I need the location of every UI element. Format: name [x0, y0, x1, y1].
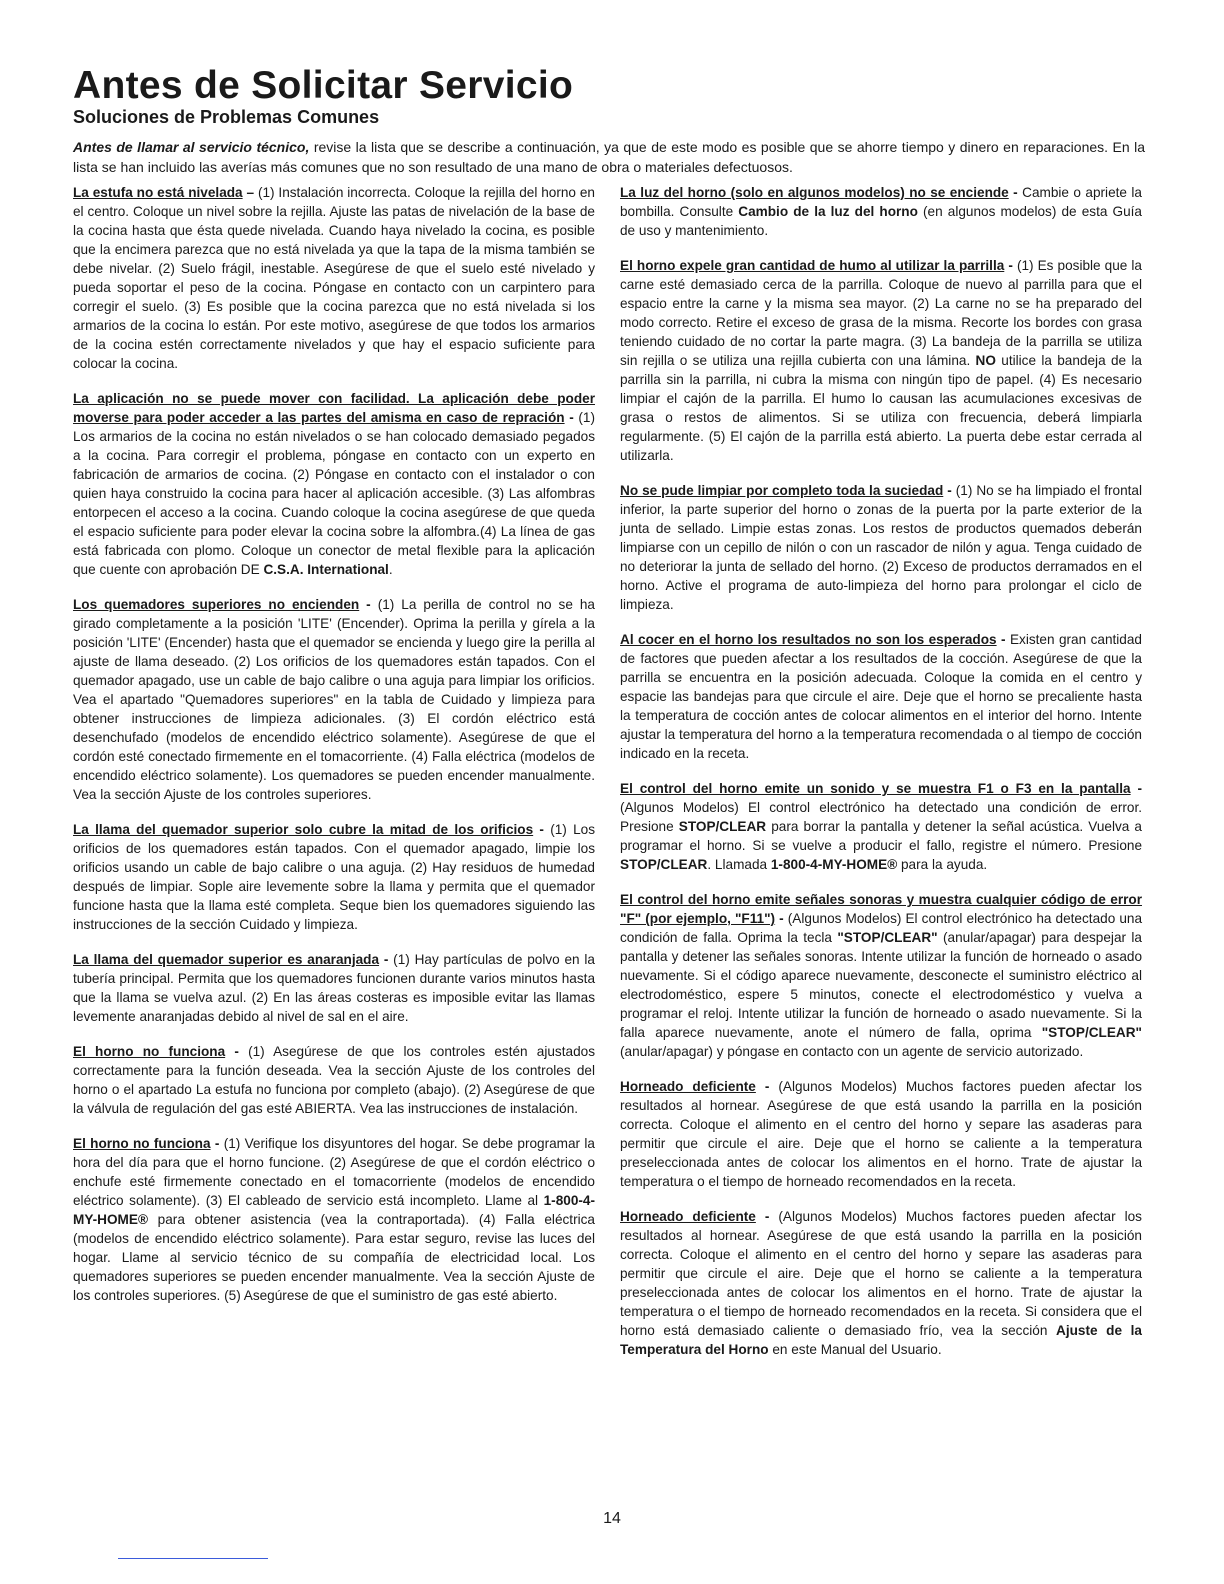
entry-heading: La llama del quemador superior es anaranjada [73, 952, 380, 967]
troubleshooting-entry [73, 595, 595, 804]
entry-text: para borrar la pantalla y detener la señal acústica. Vuelva a programar el horno. Si se vuelve a producir el fallo, registre el número. Presione [620, 819, 1142, 853]
entry-text: (1) Los orificios de los quemadores están tapados. Con el quemador apagado, limpie los orificios usando un cable de bajo calibre o una aguja. (2) Hay residuos de humedad después de limpiar. Sople aire levemente sobre la llama y permita que el quemador funcione hasta que la llama esté completa. Seque bien los quemadores siguiendo las instrucciones de la sección Cuidado y limpieza. [73, 822, 595, 932]
entry-emphasis: Cambio de la luz del horno [738, 204, 918, 219]
entry-heading: La llama del quemador superior solo cubre la mitad de los orificios [73, 822, 534, 837]
entry-heading: La estufa no está nivelada [73, 185, 243, 200]
intro-paragraph [73, 137, 1145, 177]
entry-heading: Al cocer en el horno los resultados no son los esperados [620, 632, 997, 647]
entry-heading: El control del horno emite señales sonoras y muestra cualquier código de error "F" (por ejemplo, "F11") [620, 892, 1142, 926]
entry-text: (Algunos Modelos) El control electrónico ha detectado una condición de falla. Oprima la tecla [620, 911, 1143, 945]
entry-separator: – [242, 185, 258, 200]
entry-text: (Algunos Modelos) Muchos factores pueden afectar los resultados al hornear. Asegúrese de que está usando la parrilla en la posición correcta. Coloque el alimento en el centro del horno y separe las asaderas para permitir que circule el aire. Deje que el horno se caliente a la temperatura preseleccionada antes de colocar los alimentos en el horno. Trate de ajustar la temperatura o el tiempo de horneado recomendados en la receta. [620, 1079, 1142, 1189]
entry-heading: El horno no funciona [73, 1044, 226, 1059]
footer-rule [118, 1558, 268, 1559]
entry-emphasis: STOP/CLEAR [620, 857, 708, 872]
entry-text: utilice la bandeja de la parrilla sin la parrilla, ni cubra la misma con ningún tipo de papel. (4) Es necesario limpiar el cajón de la parrilla. El humo lo causan las acumulaciones excesivas de grasa o restos de alimentos. Si se utiliza con frecuencia, deberá limpiarla regularmente. (5) El cajón de la parrilla está abierto. La puerta debe estar cerrada al utilizarla. [620, 353, 1142, 463]
entry-text: (1) Instalación incorrecta. Coloque la rejilla del horno en el centro. Coloque un nivel sobre la rejilla. Ajuste las patas de nivelación de la base de la cocina hasta que ésta quede nivelada. Cuando haya nivelado la cocina, es posible que la encimera parezca que no está nivelada ya que la tapa de la misma también se debe nivelar. (2) Suelo frágil, inestable. Asegúrese de que el suelo esté nivelado y pueda soportar el peso de la cocina. Póngase en contacto con un carpintero para corregir el suelo. (3) Es posible que la cocina parezca que no está nivelada si los armarios de la cocina lo están. Por este motivo, asegúrese de que todos los armarios de la cocina estén correctamente nivelados y que hay el espacio suficiente para colocar la cocina. [73, 185, 595, 371]
entry-separator: - [775, 911, 788, 926]
entry-emphasis: STOP/CLEAR [678, 819, 767, 834]
troubleshooting-entry [620, 1077, 1142, 1191]
entry-text: Cambie o apriete la bombilla. Consulte [620, 185, 1142, 219]
troubleshooting-entry [620, 630, 1142, 763]
intro-text: revise la lista que se describe a continuación, ya que de este modo es posible que se ahorre tiempo y dinero en reparaciones. En la lista se han incluido las averías más comunes que no son resultado de una mano de obra o materiales defectuosos. [73, 139, 1145, 175]
right-column [620, 183, 1142, 1375]
entry-heading: Horneado deficiente [620, 1079, 756, 1094]
entry-heading: No se pude limpiar por completo toda la suciedad [620, 483, 944, 498]
entry-text: (1) Los armarios de la cocina no están nivelados o se han colocado demasiado pegados a la cocina. Para corregir el problema, póngase en contacto con un experto en fabricación de armarios de cocina. (2) Póngase en contacto con el instalador o con quien haya construido la cocina para hacer al aplicación accesible. (3) Las alfombras entorpecen el acceso a la cocina. Cuando coloque la cocina asegúrese de que queda el espacio suficiente para poder elevar la cocina sobre la alfombra.(4) La línea de gas está fabricada con plomo. Coloque un conector de metal flexible para la aplicación que cuente con aprobación DE [73, 410, 595, 577]
entry-emphasis: 1-800-4-MY-HOME® [73, 1193, 595, 1227]
entry-text: (Algunos Modelos) El control electrónico ha detectado una condición de error. Presione [620, 800, 1142, 834]
entry-heading: Horneado deficiente [620, 1209, 756, 1224]
troubleshooting-entry [620, 1207, 1142, 1359]
entry-text: (1) La perilla de control no se ha girado completamente a la posición 'LITE' (Encender). Oprima la perilla y gírela a la posición 'LITE' (Encender) hasta que el quemador se encienda y luego gire la perilla al ajuste de llama deseado. (2) Los orificios de los quemadores están tapados. Con el quemador apagado, use un cable de bajo calibre o una aguja para limpiar los orificios. Vea el apartado "Quemadores superiores" en la tabla de Cuidado y limpieza para obtener instrucciones de limpieza adicionales. (3) El cordón eléctrico está desenchufado (modelos de encendido eléctrico solamente). Asegúrese de que el cordón esté conectado firmemente en el tomacorriente. (4) Falla eléctrica (modelos de encendido eléctrico solamente). Los quemadores se pueden encender manualmente. Vea la sección Ajuste de los controles superiores. [73, 597, 595, 802]
entry-separator: - [996, 632, 1010, 647]
entry-emphasis: "STOP/CLEAR" [837, 930, 938, 945]
troubleshooting-entry [73, 1134, 595, 1305]
entry-separator: - [755, 1209, 779, 1224]
entry-separator: - [359, 597, 378, 612]
entry-text: para obtener asistencia (vea la contraportada). (4) Falla eléctrica (modelos de encendido eléctrico solamente). Para estar seguro, revise las luces del hogar. Llame al servicio técnico de su compañía de electricidad local. Los quemadores superiores se pueden encender manualmente. Vea la sección Ajuste de los controles superiores. (5) Asegúrese de que el suministro de gas esté abierto. [73, 1212, 595, 1303]
entry-separator: - [755, 1079, 779, 1094]
troubleshooting-entry [73, 950, 595, 1026]
entry-text: Existen gran cantidad de factores que pueden afectar a los resultados de la cocción. Asegúrese de que la parrilla se encuentra en la posición adecuada. Coloque la comida en el centro y espacie las bandejas para que circule el aire. Deje que el horno se precaliente hasta la temperatura de cocción antes de colocar alimentos en el interior del horno. Intente ajustar la temperatura del horno a la temperatura recomendada o al tiempo de cocción indicado en la receta. [620, 632, 1142, 761]
troubleshooting-entry [73, 1042, 595, 1118]
troubleshooting-entry [73, 183, 595, 373]
entry-text: (1) Asegúrese de que los controles estén ajustados correctamente para la función deseada. Vea la sección Ajuste de los controles del horno o el apartado La estufa no funciona por completo (abajo). (2) Asegúrese de que la válvula de regulación del gas esté ABIERTA. Vea las instrucciones de instalación. [73, 1044, 595, 1116]
entry-heading: El horno expele gran cantidad de humo al utilizar la parrilla [620, 258, 1005, 273]
entry-text: en este Manual del Usuario. [768, 1342, 942, 1357]
entry-emphasis: NO [975, 353, 996, 368]
page-subtitle: Soluciones de Problemas Comunes [73, 107, 380, 127]
troubleshooting-entry [620, 481, 1142, 614]
troubleshooting-entry [73, 389, 595, 579]
entry-separator: - [1004, 258, 1017, 273]
entry-text: para la ayuda. [897, 857, 988, 872]
troubleshooting-entry [620, 256, 1142, 465]
entry-separator: - [533, 822, 551, 837]
entry-text: (en algunos modelos) de esta Guía de uso y mantenimiento. [620, 204, 1142, 238]
page-number: 14 [603, 1510, 621, 1527]
entry-emphasis: Ajuste de la Temperatura del Horno [620, 1323, 1142, 1357]
entry-text: (anular/apagar) para despejar la pantalla y detener las señales sonoras. Intente utilizar la función de horneado o asado nuevamente. Si el código aparece nuevamente, desconecte el suministro eléctrico al electrodoméstico, espere 5 minutos, conecte el electrodoméstico y vuelva a programar el reloj. Intente utilizar la función de horneado o asado nuevamente. Si la falla aparece nuevamente, anote el número de falla, oprima [620, 930, 1142, 1040]
entry-heading: Los quemadores superiores no encienden [73, 597, 360, 612]
entry-text: . Llamada [707, 857, 771, 872]
entry-heading: El control del horno emite un sonido y se muestra F1 o F3 en la pantalla [620, 781, 1131, 796]
entry-separator: - [225, 1044, 249, 1059]
entry-text: (1) No se ha limpiado el frontal inferior, la parte superior del horno o zonas de la puerta por la parte exterior de la junta de sellado. Limpie estas zonas. Los restos de productos quemados deberán limpiarse con un cepillo de nilón o con un rascador de nilón y agua. Tenga cuidado de no deteriorar la junta de sellado del horno. (2) Exceso de productos derramados en el horno. Active el programa de auto-limpieza del horno para prolongar el ciclo de limpieza. [620, 483, 1142, 612]
troubleshooting-entry [620, 779, 1142, 874]
entry-separator: - [564, 410, 579, 425]
entry-text: (Algunos Modelos) Muchos factores pueden afectar los resultados al hornear. Asegúrese de que está usando la parrilla en la posición correcta. Coloque el alimento en el centro del horno y separe las asaderas para permitir que circule el aire. Deje que el horno se caliente a la temperatura preseleccionada antes de colocar los alimentos en el horno. Trate de ajustar la temperatura o el tiempo de horneado recomendados en la receta. Si considera que el horno está demasiado caliente o demasiado frío, vea la sección [620, 1209, 1142, 1338]
entry-text: (1) Es posible que la carne esté demasiado cerca de la parrilla. Coloque de nuevo al parrilla para que el espacio entre la carne y la misma sea mayor. (2) La carne no se ha preparado del modo correcto. Retire el exceso de grasa de la misma. Recorte los bordes con grasa teniendo cuidado de no cortar la parte magra. (3) La bandeja de la parrilla se utiliza sin rejilla o se utiliza una rejilla cubierta con una lámina. [620, 258, 1142, 368]
entry-separator: - [210, 1136, 224, 1151]
entry-text: (1) Hay partículas de polvo en la tubería principal. Permita que los quemadores funcionen durante varios minutos hasta que la llama se vuelva azul. (2) En las áreas costeras es imposible evitar las llamas levemente anaranjadas debido al nivel de sal en el aire. [73, 952, 595, 1024]
entry-heading: La luz del horno (solo en algunos modelos) no se enciende [620, 185, 1009, 200]
entry-text: (anular/apagar) y póngase en contacto con un agente de servicio autorizado. [620, 1044, 1084, 1059]
entry-emphasis: C.S.A. International [263, 562, 389, 577]
entry-separator: - [943, 483, 956, 498]
troubleshooting-entry [620, 183, 1142, 240]
entry-separator: - [379, 952, 394, 967]
intro-lead: Antes de llamar al servicio técnico, [73, 139, 310, 155]
entry-emphasis: 1-800-4-MY-HOME® [770, 857, 898, 872]
entry-text: (1) Verifique los disyuntores del hogar. Se debe programar la hora del día para que el horno funcione. (2) Asegúrese de que el cordón eléctrico o enchufe esté firmemente conectado en el tomacorriente (modelos de encendido eléctrico solamente). (3) El cableado de servicio está incompleto. Llame al [73, 1136, 595, 1208]
troubleshooting-entry [620, 890, 1142, 1061]
entry-heading: La aplicación no se puede mover con facilidad. La aplicación debe poder moverse para poder acceder a las partes del amisma en caso de repración [73, 391, 595, 425]
entry-text: . [388, 562, 393, 577]
entry-heading: El horno no funciona [73, 1136, 211, 1151]
left-column [73, 183, 595, 1321]
entry-emphasis: "STOP/CLEAR" [1041, 1025, 1142, 1040]
entry-separator: - [1130, 781, 1142, 796]
page-title: Antes de Solicitar Servicio [73, 64, 574, 107]
entry-separator: - [1008, 185, 1023, 200]
troubleshooting-entry [73, 820, 595, 934]
